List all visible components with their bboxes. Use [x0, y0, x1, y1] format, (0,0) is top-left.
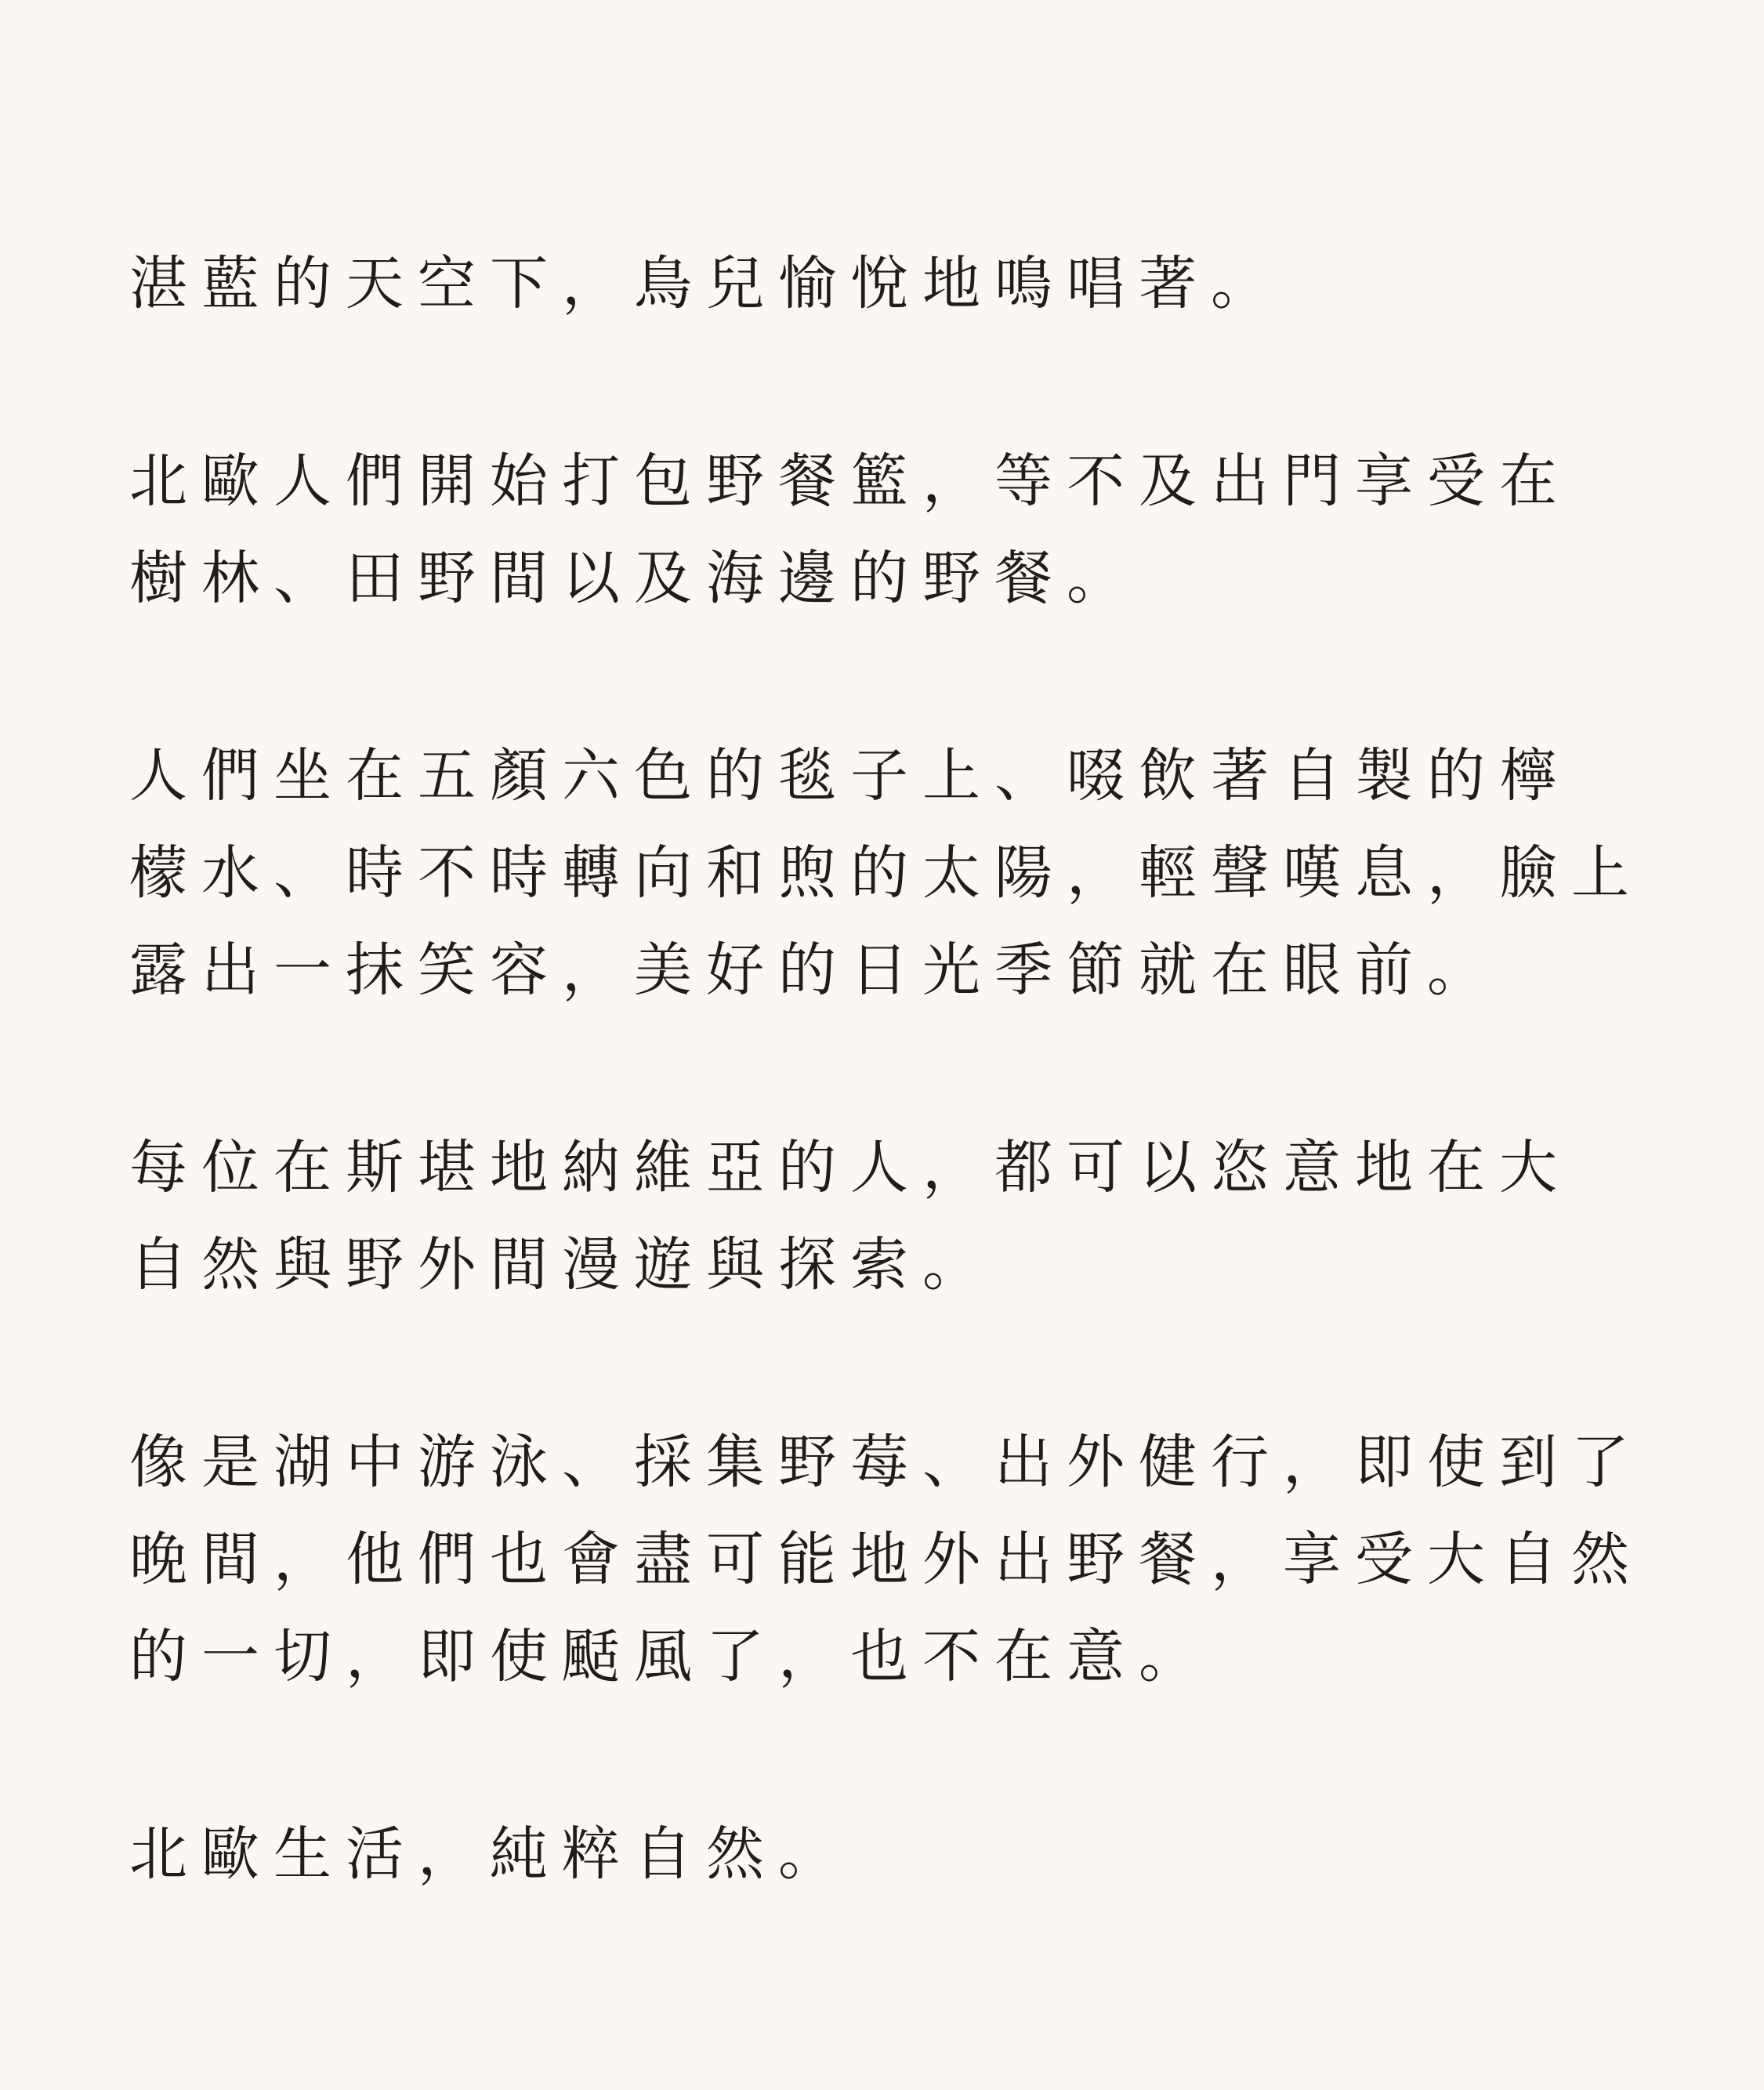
article-text	[129, 235, 1643, 2003]
paragraph-2-line-2: 樹林、田野間以及海邊的野餐。	[129, 545, 1139, 612]
paragraph-1-line-1: 湛藍的天空下，鳥兒愉悅地鳴唱著。	[129, 250, 1283, 317]
paragraph-3	[129, 727, 1643, 1019]
paragraph-2-line-1: 北歐人們開始打包野餐籃，等不及出門享受在	[129, 447, 1571, 515]
paragraph-4-line-2: 自然與野外間漫遊與探索。	[129, 1231, 994, 1299]
paragraph-4	[129, 1119, 1638, 1313]
paragraph-1	[129, 235, 1638, 332]
paragraph-3-line-2: 檬水、時不時轉向和煦的太陽，輕聲嘆息，臉上	[129, 839, 1643, 907]
paragraph-6-line-1: 北歐生活，純粹自然。	[129, 1820, 850, 1888]
paragraph-3-line-1: 人們坐在五顏六色的毯子上、啜飲著自製的檸	[129, 742, 1571, 810]
paragraph-5-line-1: 像是湖中游泳、採集野莓、出外健行，即使到了	[129, 1429, 1643, 1496]
paragraph-6	[129, 1806, 1638, 1903]
paragraph-5	[129, 1414, 1643, 1705]
paragraph-3-line-3: 露出一抹笑容，美好的日光季節就在眼前。	[129, 936, 1499, 1004]
paragraph-2	[129, 433, 1638, 627]
paragraph-5-line-2: 晚間，他們也會盡可能地外出野餐，享受大自然	[129, 1526, 1643, 1593]
paragraph-4-line-1: 每位在斯堪地納維亞的人，都可以恣意地在大	[129, 1134, 1571, 1201]
paragraph-5-line-3: 的一切，即使颳風了，也不在意。	[129, 1623, 1211, 1690]
